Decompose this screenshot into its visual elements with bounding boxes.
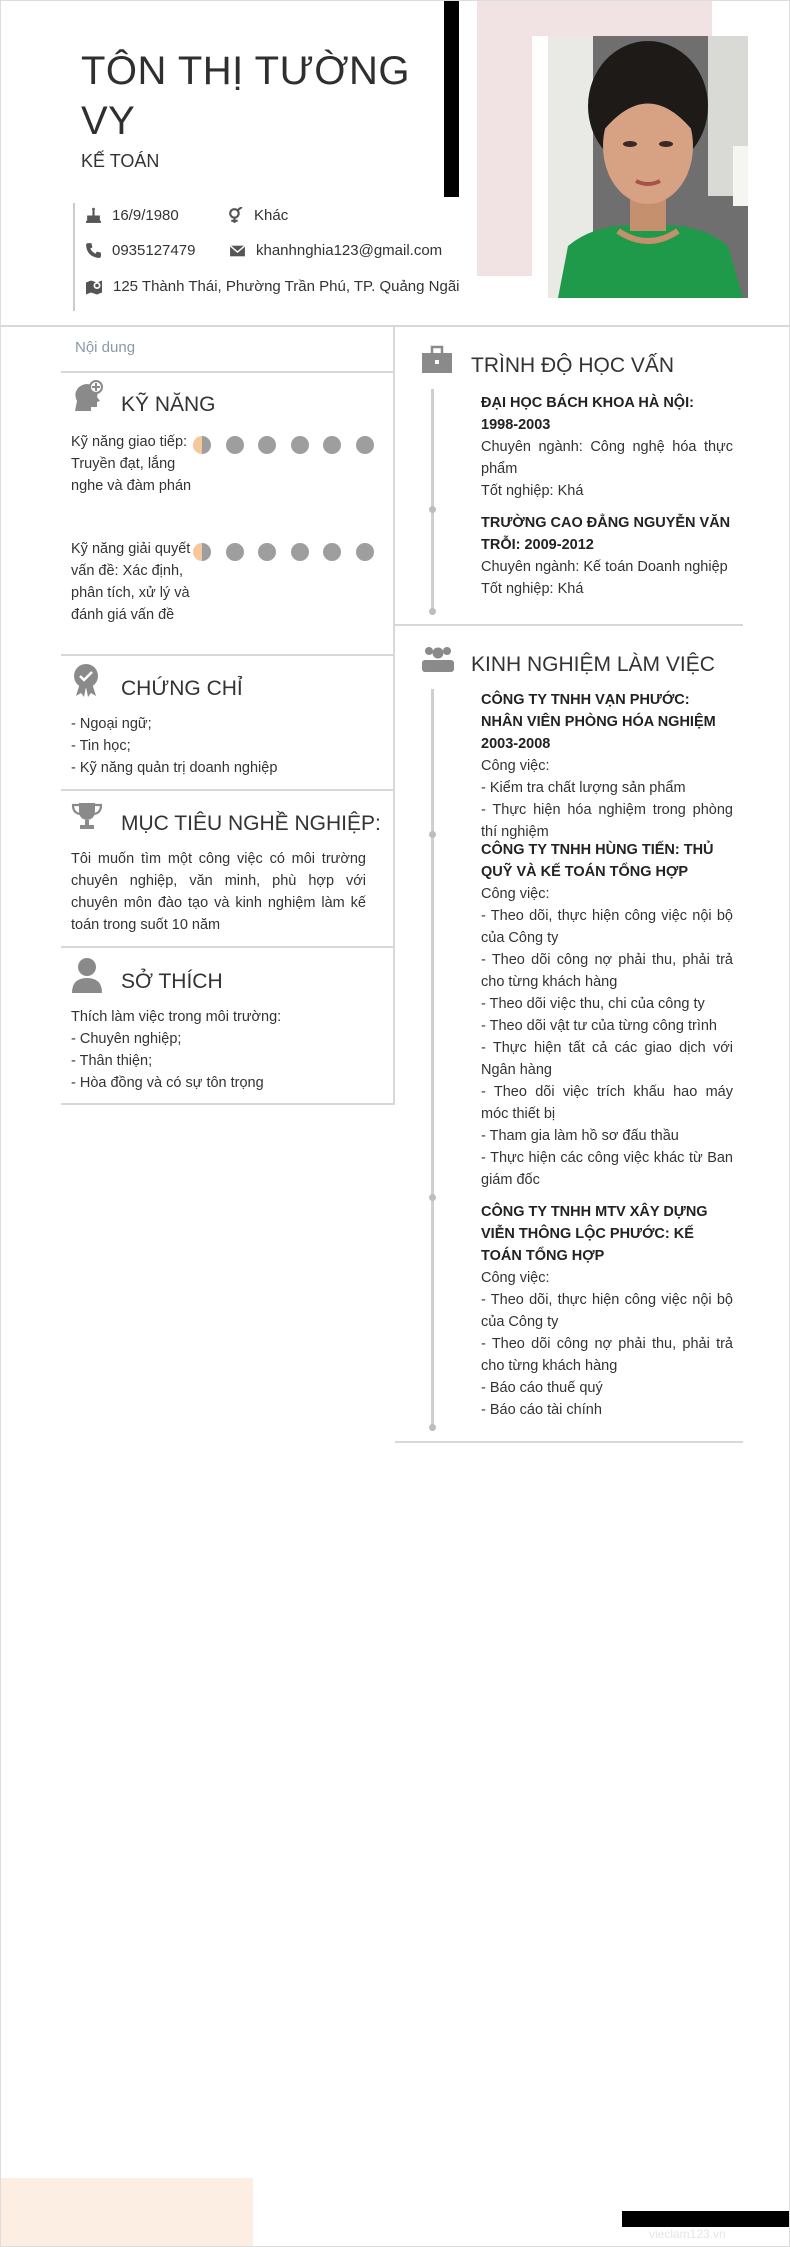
map-location-icon (85, 278, 103, 295)
experience-title: KINH NGHIỆM LÀM VIỆC (471, 653, 715, 676)
objective-text: Tôi muốn tìm một công việc có môi trường chuyên nghiệp, văn minh, phù hợp với chuyên môn đào tạo và kinh nghiệm làm kế toán trong suốt 10 năm (71, 851, 366, 933)
education-line: Tốt nghiệp: Khá (481, 581, 584, 597)
candidate-name: TÔN THỊ TƯỜNG VY (81, 49, 411, 143)
hobby-item: Thích làm việc trong môi trường: (71, 1009, 282, 1025)
education-title: TRÌNH ĐỘ HỌC VẤN (471, 354, 675, 377)
experience-line: - Theo dõi công nợ phải thu, phải trả cho từng khách hàng (481, 952, 733, 990)
hobbies-list (71, 1006, 366, 1094)
section-divider (61, 654, 395, 656)
company-name: CÔNG TY TNHH VẠN PHƯỚC: NHÂN VIÊN PHÒNG HÓA NGHIỆM 2003-2008 (481, 692, 716, 752)
email-icon (229, 244, 246, 258)
rating-dot (323, 436, 341, 454)
education-entry (481, 512, 733, 600)
timeline-dot (429, 1424, 436, 1431)
skill-label: Kỹ năng giao tiếp: Truyền đạt, lắng nghe và đàm phán (71, 434, 192, 494)
education-line: Chuyên ngành: Kế toán Doanh nghiệp (481, 559, 728, 575)
email-text: khanhnghia123@gmail.com (256, 242, 443, 259)
education-line: Chuyên ngành: Công nghệ hóa thực phẩm (481, 439, 733, 477)
gender-icon (227, 207, 244, 224)
education-entry (481, 392, 733, 502)
experience-entry (481, 1201, 733, 1421)
experience-line: - Kiểm tra chất lượng sản phẩm (481, 780, 686, 796)
phone-text: 0935127479 (112, 242, 196, 259)
school-name: TRƯỜNG CAO ĐẲNG NGUYỄN VĂN TRỖI: 2009-2012 (481, 515, 731, 553)
skill-rating (193, 543, 388, 561)
education-timeline (431, 389, 434, 615)
experience-line: - Theo dõi công nợ phải thu, phải trả cho từng khách hàng (481, 1336, 733, 1374)
experience-line: - Thực hiện tất cả các giao dịch với Ngân hàng (481, 1040, 733, 1078)
gender-text: Khác (254, 207, 289, 224)
experience-line: - Thực hiện hóa nghiệm trong phòng thí nghiệm (481, 802, 733, 840)
experience-line: - Báo cáo thuế quý (481, 1380, 603, 1396)
timeline-dot (429, 608, 436, 615)
experience-line: - Theo dõi vật tư của từng công trình (481, 1018, 717, 1034)
profile-photo (548, 36, 748, 298)
rating-dot (258, 436, 276, 454)
section-divider (61, 1103, 395, 1105)
experience-line: - Báo cáo tài chính (481, 1402, 602, 1418)
rating-dot (291, 543, 309, 561)
experience-entry (481, 689, 733, 843)
decor-peach-block (1, 2178, 253, 2247)
experience-line: Công việc: (481, 758, 550, 774)
decor-bottom-bar (622, 2211, 790, 2227)
timeline-dot (429, 831, 436, 838)
section-divider (61, 789, 395, 791)
section-divider (61, 371, 395, 373)
hobbies-title: SỞ THÍCH (121, 970, 223, 993)
timeline-dot (429, 1194, 436, 1201)
birthday-text: 16/9/1980 (112, 207, 179, 224)
certificate-item: - Tin học; (71, 738, 131, 754)
phone-item (85, 242, 195, 259)
experience-line: - Theo dõi việc thu, chi của công ty (481, 996, 705, 1012)
briefcase-icon (421, 345, 453, 375)
company-name: CÔNG TY TNHH HÙNG TIẾN: THỦ QUỸ VÀ KẾ TOÁN TỔNG HỢP (481, 842, 714, 880)
school-name: ĐẠI HỌC BÁCH KHOA HÀ NỘI: 1998-2003 (481, 395, 694, 433)
address-item (85, 278, 460, 295)
address-text: 125 Thành Thái, Phường Trần Phú, TP. Quảng Ngãi (113, 278, 460, 295)
group-people-icon (421, 644, 455, 674)
section-divider (395, 624, 743, 626)
email-item (229, 242, 442, 259)
person-icon (71, 957, 103, 993)
experience-line: - Theo dõi, thực hiện công việc nội bộ của Công ty (481, 908, 733, 946)
phone-icon (85, 242, 102, 259)
skills-title: KỸ NĂNG (121, 393, 216, 416)
rating-dot (226, 543, 244, 561)
certificate-item: - Kỹ năng quản trị doanh nghiệp (71, 760, 278, 776)
objective-title: MỤC TIÊU NGHỀ NGHIỆP: (121, 812, 381, 835)
content-label: Nội dung (75, 339, 136, 356)
certificates-title: CHỨNG CHỈ (121, 677, 243, 700)
birthday-cake-icon (85, 207, 102, 224)
skill-label: Kỹ năng giải quyết vấn đề: Xác định, phân tích, xử lý và đánh giá vấn đề (71, 541, 191, 623)
timeline-dot (429, 506, 436, 513)
certificate-badge-icon (71, 663, 101, 697)
rating-dot (323, 543, 341, 561)
hobby-item: - Thân thiện; (71, 1053, 153, 1069)
rating-dot (193, 436, 211, 454)
rating-dot (258, 543, 276, 561)
watermark: vieclam123.vn (649, 2227, 726, 2241)
hobby-item: - Chuyên nghiệp; (71, 1031, 182, 1047)
rating-dot (193, 543, 211, 561)
job-title: KẾ TOÁN (81, 151, 160, 171)
experience-line: Công việc: (481, 886, 550, 902)
experience-line: - Thực hiện các công việc khác từ Ban giám đốc (481, 1150, 733, 1188)
certificates-list (71, 713, 366, 779)
education-line: Tốt nghiệp: Khá (481, 483, 584, 499)
birthday-item (85, 207, 179, 224)
experience-line: - Theo dõi việc trích khấu hao máy móc thiết bị (481, 1084, 733, 1122)
section-divider (61, 946, 395, 948)
certificate-item: - Ngoại ngữ; (71, 716, 152, 732)
skill-head-icon (71, 379, 105, 413)
contact-block (73, 203, 483, 311)
skill-rating (193, 436, 388, 454)
experience-line: Công việc: (481, 1270, 550, 1286)
rating-dot (291, 436, 309, 454)
hobby-item: - Hòa đồng và có sự tôn trọng (71, 1075, 264, 1091)
decor-black-bar (444, 1, 459, 197)
experience-line: - Tham gia làm hồ sơ đấu thầu (481, 1128, 679, 1144)
rating-dot (356, 543, 374, 561)
experience-timeline (431, 689, 434, 1431)
gender-item (227, 207, 288, 224)
experience-entry (481, 839, 733, 1191)
experience-line: - Theo dõi, thực hiện công việc nội bộ của Công ty (481, 1292, 733, 1330)
company-name: CÔNG TY TNHH MTV XÂY DỰNG VIỄN THÔNG LỘC PHƯỚC: KẾ TOÁN TỔNG HỢP (481, 1204, 708, 1264)
rating-dot (356, 436, 374, 454)
trophy-icon (71, 801, 103, 831)
rating-dot (226, 436, 244, 454)
